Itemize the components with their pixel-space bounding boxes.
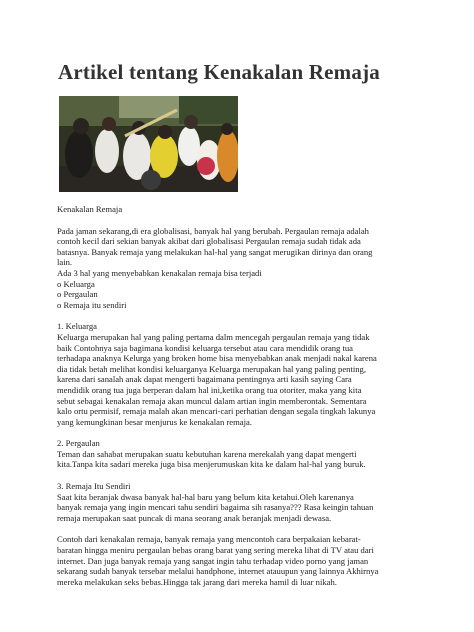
intro-line: lain. (57, 257, 73, 268)
paragraph-line: Saat kita beranjak dwasa banyak hal-hal baru yang belum kita ketahui.Oleh karenanya (57, 491, 354, 502)
paragraph-line: mendidik orang tua juga berperan dalam hal ini,ketika orang tua otoriter, maka yang kita (57, 384, 362, 395)
paragraph-line: baik Contohnya saja bagimana kondisi keluarga tersebut atau cara mendidik orang tua (57, 342, 353, 353)
paragraph-line: yang kemungkinan besar menjurus ke kenakalan remaja. (57, 416, 252, 427)
list-item: o Keluarga (57, 278, 95, 289)
paragraph-line: dia tidak betah melihat kondisi keluarganya Keluarga merupakan hal yang paling penting, (57, 363, 366, 374)
section-title: 1. Keluarga (57, 321, 97, 332)
section-title: 3. Remaja Itu Sendiri (57, 481, 131, 492)
paragraph-line: Contoh dari kenakalan remaja, banyak remaja yang mencontoh cara berpakaian kebarat- (57, 534, 361, 545)
paragraph-line: kalo ortu permisif, remaja malah akan mencari-cari perhatian dengan segala tingkah lakunya (57, 406, 376, 417)
section-heading: Kenakalan Remaja (57, 204, 123, 214)
list-item: o Remaja itu sendiri (57, 299, 127, 310)
paragraph-line: kita.Tanpa kita sadari mereka juga bisa menjerumuskan kita ke dalam hal-hal yang buruk. (57, 459, 366, 470)
intro-line: contoh kecil dari sekian banyak akibat dari globalisasi Pergaulan remaja sudah tidak ada (57, 236, 361, 247)
article-title: Artikel tentang Kenakalan Remaja (58, 60, 380, 84)
paragraph-line: baratan hingga meniru pergaulan bebas orang barat yang sering mereka lihat di TV atau dari (57, 545, 374, 556)
paragraph-line: internet. Dan juga banyak remaja yang sangat ingin tahu terhadap video porno yang jaman (57, 555, 369, 566)
intro-line: Ada 3 hal yang menyebabkan kenakalan remaja bisa terjadi (57, 267, 262, 278)
article-photo (59, 96, 238, 192)
paragraph-line: Teman dan sahabat merupakan suatu kebutuhan karena merekalah yang dapat mengerti (57, 448, 357, 459)
paragraph-line: Keluarga merupakan hal yang paling pertama dalm mencegah pergaulan remaja yang tidak (57, 331, 370, 342)
paragraph-line: terhadapa anaknya Kelurga yang broken home bisa menyebabkan anak menjadi nakal karena (57, 353, 377, 364)
paragraph-line: remaja merupakan saat puncak di mana seorang anak beranjak menjadi dewasa. (57, 512, 332, 523)
paragraph-line: karena dari sanalah anak dapat mengerti bagaimana pentingnya arti kasih saying Cara (57, 374, 352, 385)
list-item: o Pergaulan (57, 289, 98, 300)
paragraph-line: banyak remaja yang ingin mencari tahu sendiri bagaima sih rasanya??? Rasa keingin tahuan (57, 502, 374, 513)
paragraph-line: sebut sebagai kenakalan remaja akan muncul dalam artian ingin memberontak. Sementara (57, 395, 367, 406)
street-brawl-image (59, 96, 238, 192)
paragraph-line: sekarang sudah banyak tersebar melalui handphone, internet atauupun yang lainnya Akhirnya (57, 566, 379, 577)
intro-line: Pada jaman sekarang,di era globalisasi, banyak hal yang berubah. Pergaulan remaja adalah (57, 225, 369, 236)
paragraph-line: mereka melakukan seks bebas.Hingga tak jarang dari mereka hamil di luar nikah. (57, 576, 337, 587)
article-body (57, 204, 421, 587)
section-title: 2. Pergaulan (57, 438, 100, 449)
intro-line: batasnya. Banyak remaja yang melakukan hal-hal yang sangat merugikan dirinya dan orang (57, 246, 373, 257)
